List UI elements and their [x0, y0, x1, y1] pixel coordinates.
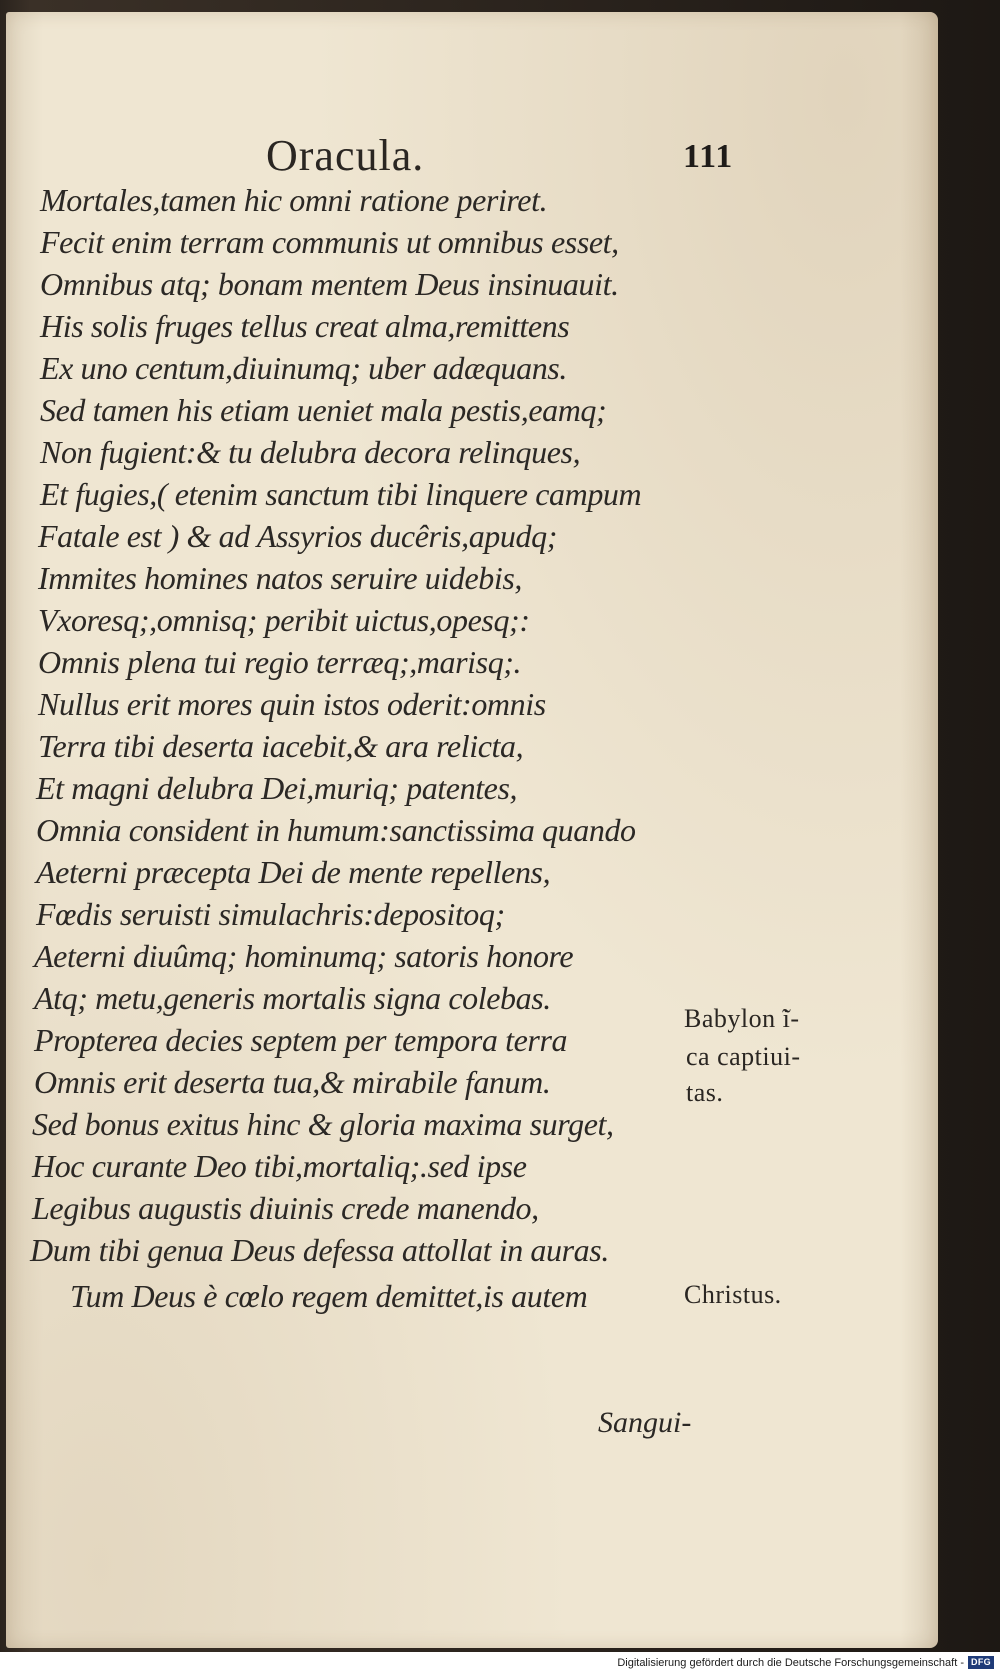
verse-line: Omnis erit deserta tua,& mirabile fanum. [34, 1064, 551, 1100]
verse-line: Hoc curante Deo tibi,mortaliq;.sed ipse [32, 1148, 527, 1184]
margin-note-babylon-line-2: ca captiui- [686, 1042, 801, 1071]
verse-line: Mortales,tamen hic omni ratione periret. [40, 182, 548, 218]
verse-line: Non fugient:& tu delubra decora relinques, [40, 434, 581, 470]
catchword: Sangui- [598, 1406, 692, 1439]
verse-line: Nullus erit mores quin istos oderit:omnis [38, 686, 546, 722]
verse-line: Fœdis seruisti simulachris:depositoq; [36, 896, 505, 932]
page-number: 111 [683, 138, 734, 175]
verse-line: Legibus augustis diuinis crede manendo, [32, 1190, 539, 1226]
funding-notice: Digitalisierung gefördert durch die Deutsche Forschungsgemeinschaft - [617, 1657, 964, 1669]
verse-line: Vxoresq;,omnisq; peribit uictus,opesq;: [38, 602, 530, 638]
verse-line: Omnibus atq; bonam mentem Deus insinuauit. [40, 266, 619, 302]
margin-note-babylon-line-1: Babylon ̃i- [684, 1004, 800, 1033]
verse-line: Omnis plena tui regio terræq;,marisq;. [38, 644, 522, 680]
verse-line: Et fugies,( etenim sanctum tibi linquere campum [40, 476, 642, 512]
dfg-logo: DFG [968, 1656, 994, 1669]
verse-line: Dum tibi genua Deus defessa attollat in auras. [30, 1232, 609, 1268]
verse-line: Aeterni diuûmq; hominumq; satoris honore [34, 938, 574, 974]
verse-line: Ex uno centum,diuinumq; uber adæquans. [40, 350, 567, 386]
verse-line: His solis fruges tellus creat alma,remittens [40, 308, 570, 344]
verse-line: Tum Deus è cœlo regem demittet,is autem [70, 1278, 588, 1314]
verse-line: Fatale est ) & ad Assyrios ducêris,apudq; [38, 518, 557, 554]
verse-line: Sed tamen his etiam ueniet mala pestis,eamq; [40, 392, 607, 428]
verse-line: Omnia consident in humum:sanctissima quando [36, 812, 636, 848]
verse-line: Propterea decies septem per tempora terra [34, 1022, 568, 1058]
verse-line: Aeterni præcepta Dei de mente repellens, [36, 854, 551, 890]
margin-note-christus: Christus. [684, 1280, 782, 1309]
verse-line: Et magni delubra Dei,muriq; patentes, [36, 770, 518, 806]
verse-line: Sed bonus exitus hinc & gloria maxima surget, [32, 1106, 614, 1142]
running-head-title: Oracula. [266, 131, 425, 180]
verse-line: Atq; metu,generis mortalis signa colebas. [34, 980, 551, 1016]
verse-line: Fecit enim terram communis ut omnibus esset, [40, 224, 619, 260]
verse-line: Terra tibi deserta iacebit,& ara relicta, [38, 728, 524, 764]
verse-line: Immites homines natos seruire uidebis, [38, 560, 523, 596]
margin-note-babylon-line-3: tas. [686, 1078, 724, 1107]
